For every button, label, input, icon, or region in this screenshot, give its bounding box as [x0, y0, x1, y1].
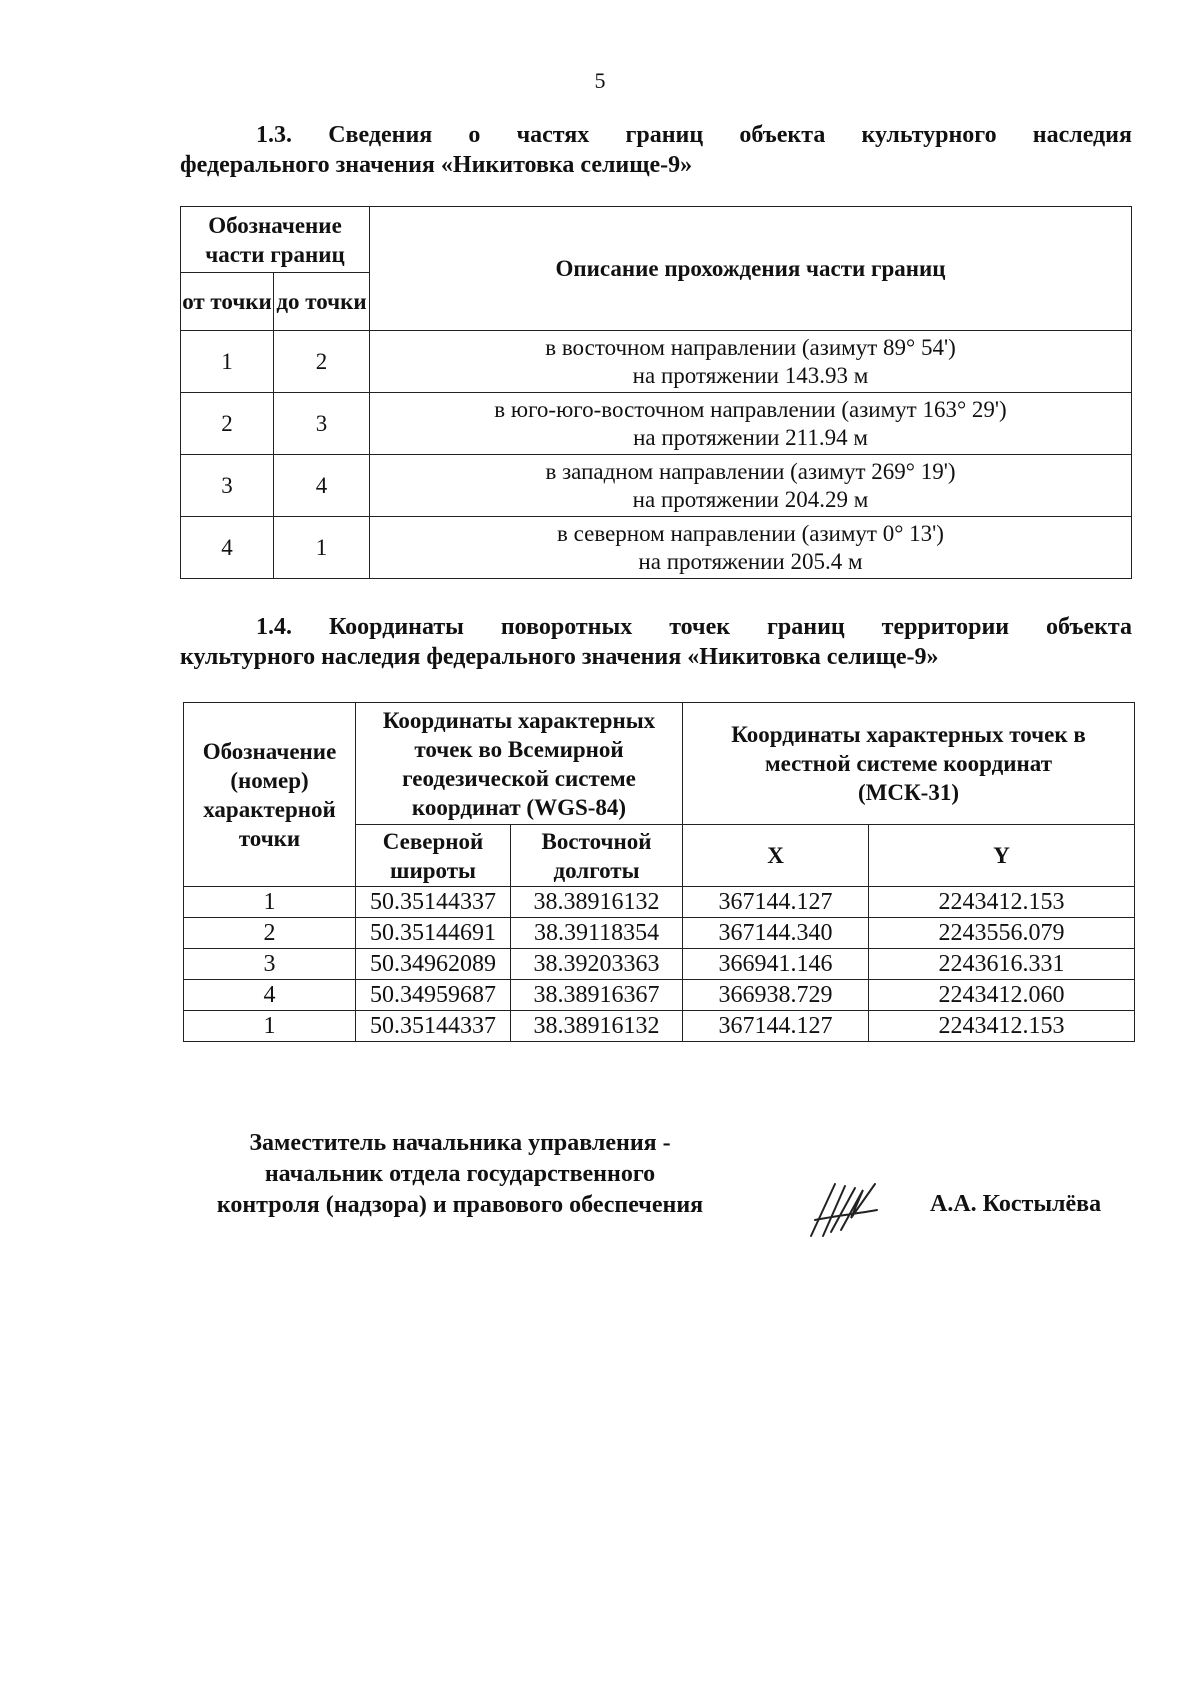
description-direction: в западном направлении (азимут 269° 19')	[545, 458, 956, 484]
latitude-cell: 50.35144337	[356, 1011, 511, 1042]
x-cell: 366941.146	[683, 949, 869, 980]
description-cell	[370, 455, 1132, 517]
section-1-3-heading-line2: федерального значения «Никитовка селище-9»	[180, 152, 693, 178]
col-msk-header: Координаты характерных точек в местной системе координат (МСК-31)	[683, 703, 1135, 825]
section-1-4-number: 1.4.	[256, 614, 292, 640]
page-number: 5	[594, 68, 606, 93]
longitude-cell: 38.38916132	[511, 887, 683, 918]
coordinates-table-body	[184, 887, 1135, 1042]
table-row	[184, 1011, 1135, 1042]
from-point-cell: 2	[181, 393, 274, 455]
table-row	[181, 455, 1132, 517]
section-1-3-number: 1.3.	[256, 122, 292, 148]
from-point-cell: 1	[181, 331, 274, 393]
longitude-cell: 38.39203363	[511, 949, 683, 980]
boundary-parts-table-body	[181, 331, 1132, 579]
section-1-3-heading	[180, 120, 1132, 180]
point-cell: 1	[184, 1011, 356, 1042]
table-row	[181, 331, 1132, 393]
table-row	[184, 918, 1135, 949]
from-point-cell: 4	[181, 517, 274, 579]
x-cell: 366938.729	[683, 980, 869, 1011]
col-point-header: Обозначение (номер) характерной точки	[184, 703, 356, 887]
latitude-cell: 50.35144337	[356, 887, 511, 918]
point-cell: 3	[184, 949, 356, 980]
to-point-cell: 3	[274, 393, 370, 455]
table-row	[184, 887, 1135, 918]
section-1-4-heading-line1: 1.4. Координаты поворотных точек границ территории объекта	[256, 614, 1133, 640]
y-cell: 2243412.153	[869, 1011, 1135, 1042]
y-cell: 2243412.153	[869, 887, 1135, 918]
signer-position-line2: начальник отдела государственного	[264, 1161, 656, 1187]
table-row	[184, 980, 1135, 1011]
col-y-header: Y	[869, 825, 1135, 887]
to-point-cell: 2	[274, 331, 370, 393]
longitude-cell: 38.38916367	[511, 980, 683, 1011]
description-cell	[370, 517, 1132, 579]
description-cell	[370, 393, 1132, 455]
description-length: на протяжении 204.29 м	[632, 486, 869, 512]
description-length: на протяжении 143.93 м	[632, 362, 869, 388]
col-designation-header: Обозначение части границ	[181, 207, 370, 273]
point-cell: 2	[184, 918, 356, 949]
col-lon-header: Восточной долготы	[511, 825, 683, 887]
y-cell: 2243556.079	[869, 918, 1135, 949]
section-1-3-heading-line1: 1.3. Сведения о частях границ объекта культурного наследия	[256, 122, 1132, 148]
col-wgs-header: Координаты характерных точек во Всемирной геодезической системе координат (WGS-84)	[356, 703, 683, 825]
section-1-4-heading	[180, 612, 1132, 672]
longitude-cell: 38.39118354	[511, 918, 683, 949]
y-cell: 2243616.331	[869, 949, 1135, 980]
boundary-parts-table	[180, 206, 1132, 579]
signer-position-line1: Заместитель начальника управления -	[249, 1130, 671, 1156]
latitude-cell: 50.34962089	[356, 949, 511, 980]
to-point-cell: 1	[274, 517, 370, 579]
x-cell: 367144.340	[683, 918, 869, 949]
point-cell: 4	[184, 980, 356, 1011]
y-cell: 2243412.060	[869, 980, 1135, 1011]
description-direction: в восточном направлении (азимут 89° 54')	[545, 334, 956, 360]
latitude-cell: 50.34959687	[356, 980, 511, 1011]
section-1-4-heading-line2: культурного наследия федерального значения «Никитовка селище-9»	[180, 644, 939, 670]
handwritten-signature	[805, 1180, 895, 1240]
x-cell: 367144.127	[683, 1011, 869, 1042]
col-lat-header: Северной широты	[356, 825, 511, 887]
signer-position-line3: контроля (надзора) и правового обеспечения	[216, 1192, 704, 1218]
latitude-cell: 50.35144691	[356, 918, 511, 949]
description-cell	[370, 331, 1132, 393]
description-direction: в юго-юго-восточном направлении (азимут 163° 29')	[494, 396, 1007, 422]
table-row	[184, 949, 1135, 980]
col-to-header: до точки	[274, 273, 370, 331]
description-length: на протяжении 205.4 м	[638, 548, 863, 574]
description-direction: в северном направлении (азимут 0° 13')	[557, 520, 944, 546]
point-cell: 1	[184, 887, 356, 918]
signer-position	[180, 1128, 740, 1221]
x-cell: 367144.127	[683, 887, 869, 918]
table-row	[181, 517, 1132, 579]
longitude-cell: 38.38916132	[511, 1011, 683, 1042]
coordinates-table	[183, 702, 1135, 1042]
col-x-header: X	[683, 825, 869, 887]
col-description-header: Описание прохождения части границ	[370, 207, 1132, 331]
signer-name: А.А. Костылёва	[930, 1191, 1102, 1217]
description-length: на протяжении 211.94 м	[633, 424, 868, 450]
table-row	[181, 393, 1132, 455]
col-from-header: от точки	[181, 273, 274, 331]
to-point-cell: 4	[274, 455, 370, 517]
from-point-cell: 3	[181, 455, 274, 517]
